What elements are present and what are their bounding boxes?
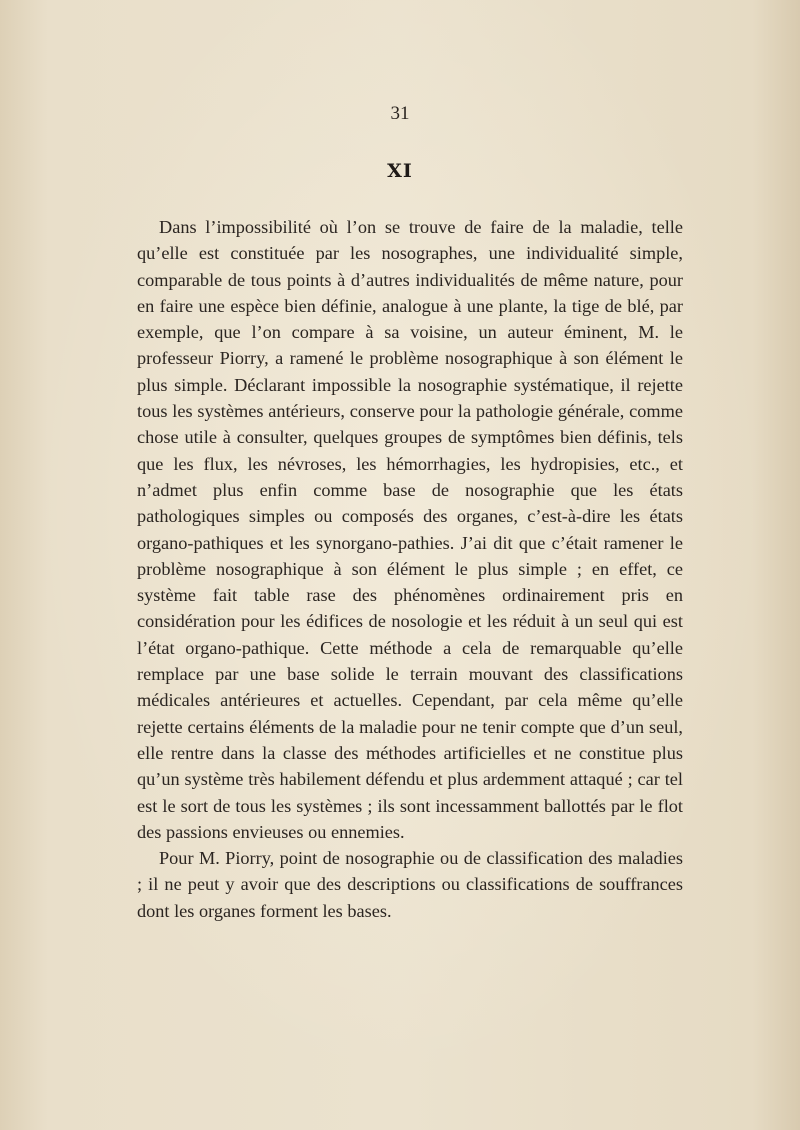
section-heading: XI	[387, 160, 413, 182]
page-number: 31	[390, 103, 410, 124]
paragraph: Pour M. Piorry, point de nosographie ou de classification des maladies ; il ne peut y avoir que des descriptions ou classifications de souffrances dont les organes forment les bases.	[137, 848, 683, 921]
body-text	[137, 214, 683, 924]
paragraph: Dans l’impossibilité où l’on se trouve de faire de la maladie, telle qu’elle est constituée par les nosographes, une individualité simple, comparable de tous points à d’autres individualités de même nature, pour en faire une espèce bien définie, analogue à une plante, la tige de blé, par exemple, que l’on compare à sa voisine, un auteur éminent, M. le professeur Piorry, a ramené le problème nosographique à son élément le plus simple. Déclarant impossible la nosographie systématique, il rejette tous les systèmes antérieurs, conserve pour la pathologie générale, comme chose utile à consulter, quelques groupes de symptômes bien définis, tels que les flux, les névroses, les hémorrhagies, les hydropisies, etc., et n’admet plus enfin comme base de nosographie que les états pathologiques simples ou composés des organes, c’est-à-dire les états organo-pathiques et les synorgano-pathies. J’ai dit que c’était ramener le problème nosographique à son élément le plus simple ; en effet, ce système fait table rase des phénomènes ordinairement pris en considération pour les édifices de nosologie et les réduit à un seul qui est l’état organo-pathique. Cette méthode a cela de remarquable qu’elle remplace par une base solide le terrain mouvant des classifications médicales antérieures et actuelles. Cependant, par cela même qu’elle rejette certains éléments de la maladie pour ne tenir compte que d’un seul, elle rentre dans la classe des méthodes artificielles et ne constitue plus qu’un système très habilement défendu et plus ardemment attaqué ; car tel est le sort de tous les systèmes ; ils sont incessamment ballottés par le flot des passions envieuses ou ennemies.	[137, 217, 683, 842]
